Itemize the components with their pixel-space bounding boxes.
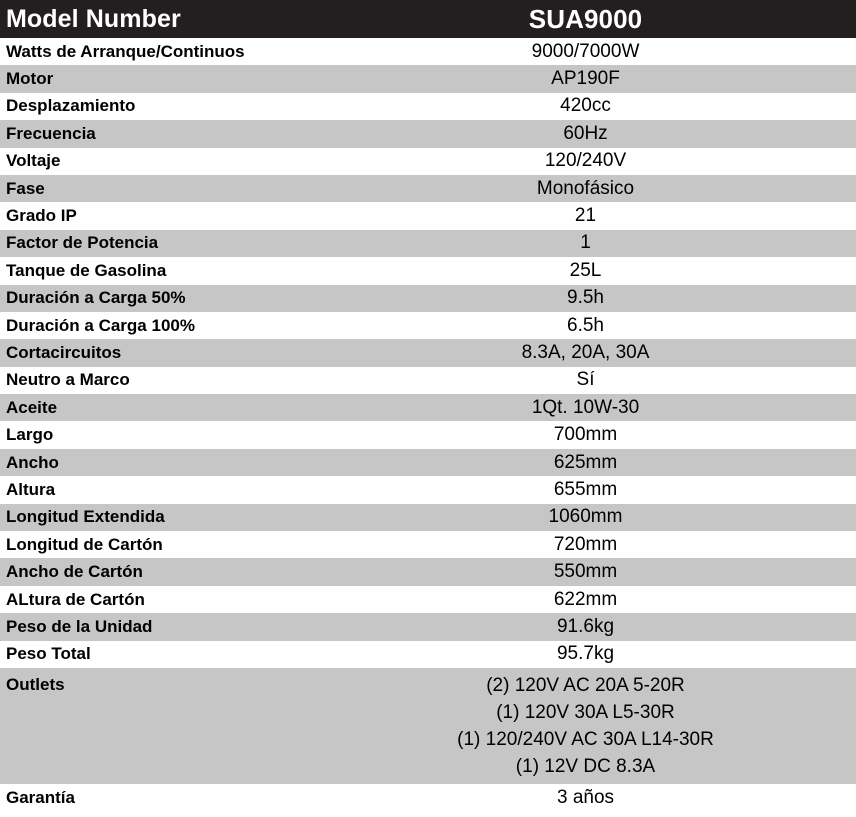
spec-value: 720mm bbox=[315, 531, 856, 558]
spec-label: ALtura de Cartón bbox=[0, 586, 315, 613]
spec-value: 60Hz bbox=[315, 120, 856, 147]
table-row bbox=[0, 668, 856, 784]
spec-label: Ancho de Cartón bbox=[0, 558, 315, 585]
spec-label: Altura bbox=[0, 476, 315, 503]
spec-label: Longitud de Cartón bbox=[0, 531, 315, 558]
table-row bbox=[0, 784, 856, 811]
spec-value bbox=[315, 668, 856, 784]
table-row bbox=[0, 339, 856, 366]
spec-label: Ancho bbox=[0, 449, 315, 476]
spec-label: Watts de Arranque/Continuos bbox=[0, 38, 315, 65]
spec-label: Tanque de Gasolina bbox=[0, 257, 315, 284]
spec-label: Cortacircuitos bbox=[0, 339, 315, 366]
spec-value: 120/240V bbox=[315, 148, 856, 175]
spec-value: 25L bbox=[315, 257, 856, 284]
spec-value: 1 bbox=[315, 230, 856, 257]
table-row bbox=[0, 202, 856, 229]
spec-value: Monofásico bbox=[315, 175, 856, 202]
spec-label: Peso de la Unidad bbox=[0, 613, 315, 640]
table-row bbox=[0, 449, 856, 476]
spec-value: 21 bbox=[315, 202, 856, 229]
spec-label: Fase bbox=[0, 175, 315, 202]
table-row bbox=[0, 394, 856, 421]
spec-label: Peso Total bbox=[0, 641, 315, 668]
spec-value-lines bbox=[321, 672, 850, 780]
table-row bbox=[0, 257, 856, 284]
spec-label: Largo bbox=[0, 421, 315, 448]
spec-value: 91.6kg bbox=[315, 613, 856, 640]
spec-value: 95.7kg bbox=[315, 641, 856, 668]
spec-value: 1060mm bbox=[315, 504, 856, 531]
spec-value: 550mm bbox=[315, 558, 856, 585]
table-row bbox=[0, 586, 856, 613]
spec-value-line: (1) 12V DC 8.3A bbox=[515, 755, 656, 777]
spec-label: Garantía bbox=[0, 784, 315, 811]
spec-label: Motor bbox=[0, 65, 315, 92]
spec-value: 9000/7000W bbox=[315, 38, 856, 65]
table-row bbox=[0, 230, 856, 257]
spec-label: Outlets bbox=[0, 668, 315, 784]
table-row bbox=[0, 285, 856, 312]
spec-value-line: (1) 120V 30A L5-30R bbox=[496, 701, 675, 723]
spec-value-line: (1) 120/240V AC 30A L14-30R bbox=[457, 728, 714, 750]
table-row bbox=[0, 476, 856, 503]
table-row bbox=[0, 531, 856, 558]
table-row bbox=[0, 367, 856, 394]
spec-value: 6.5h bbox=[315, 312, 856, 339]
spec-value: 420cc bbox=[315, 93, 856, 120]
table-row bbox=[0, 120, 856, 147]
spec-value: 3 años bbox=[315, 784, 856, 811]
table-row bbox=[0, 175, 856, 202]
table-row bbox=[0, 613, 856, 640]
table-row bbox=[0, 421, 856, 448]
spec-label: Duración a Carga 50% bbox=[0, 285, 315, 312]
spec-label: Aceite bbox=[0, 394, 315, 421]
table-header-value: SUA9000 bbox=[315, 0, 856, 38]
table-row bbox=[0, 93, 856, 120]
table-row bbox=[0, 504, 856, 531]
spec-label: Voltaje bbox=[0, 148, 315, 175]
spec-label: Factor de Potencia bbox=[0, 230, 315, 257]
spec-value: Sí bbox=[315, 367, 856, 394]
table-row bbox=[0, 641, 856, 668]
spec-value: 700mm bbox=[315, 421, 856, 448]
spec-value-line: (2) 120V AC 20A 5-20R bbox=[486, 674, 685, 696]
spec-value: 1Qt. 10W-30 bbox=[315, 394, 856, 421]
table-header-label: Model Number bbox=[0, 0, 315, 38]
spec-value: 655mm bbox=[315, 476, 856, 503]
table-header-row bbox=[0, 0, 856, 38]
spec-label: Grado IP bbox=[0, 202, 315, 229]
table-row bbox=[0, 65, 856, 92]
spec-value: 9.5h bbox=[315, 285, 856, 312]
table-row bbox=[0, 148, 856, 175]
table-row bbox=[0, 558, 856, 585]
spec-value: 8.3A, 20A, 30A bbox=[315, 339, 856, 366]
table-row bbox=[0, 312, 856, 339]
table-row bbox=[0, 38, 856, 65]
spec-value: 622mm bbox=[315, 586, 856, 613]
spec-value: AP190F bbox=[315, 65, 856, 92]
spec-label: Frecuencia bbox=[0, 120, 315, 147]
spec-label: Duración a Carga 100% bbox=[0, 312, 315, 339]
spec-label: Neutro a Marco bbox=[0, 367, 315, 394]
spec-value: 625mm bbox=[315, 449, 856, 476]
spec-label: Longitud Extendida bbox=[0, 504, 315, 531]
spec-label: Desplazamiento bbox=[0, 93, 315, 120]
